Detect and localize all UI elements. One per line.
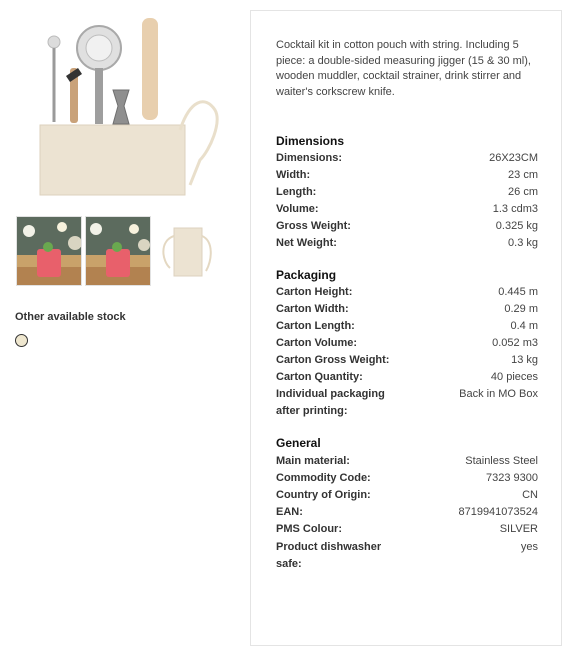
spec-value: Back in MO Box	[459, 388, 538, 400]
spec-label: Gross Weight:	[276, 220, 351, 232]
spec-value: 0.052 m3	[492, 337, 538, 349]
spec-value: 0.29 m	[504, 303, 538, 315]
spec-label: Carton Gross Weight:	[276, 354, 390, 366]
other-stock-title: Other available stock	[15, 311, 126, 323]
spec-value: 7323 9300	[486, 472, 538, 484]
spec-label: Commodity Code:	[276, 472, 371, 484]
spec-value: 1.3 cdm3	[492, 203, 538, 215]
product-gallery	[0, 0, 248, 668]
spec-value: SILVER	[499, 523, 538, 535]
spec-label: Main material:	[276, 455, 350, 467]
spec-label: Volume:	[276, 203, 319, 215]
thumbnail-1[interactable]	[16, 216, 82, 286]
spec-value: 13 kg	[511, 354, 538, 366]
thumbnail-2[interactable]	[85, 216, 151, 286]
product-description: Cocktail kit in cotton pouch with string. Including 5 piece: a double-sided measuring jigger (15 & 30 ml), wooden muddler, cocktail strainer, drink stirrer and waiter's corkscrew knife.	[276, 39, 531, 98]
spec-label: Net Weight:	[276, 237, 337, 249]
spec-label: Carton Volume:	[276, 337, 358, 349]
spec-label: Carton Length:	[276, 320, 355, 332]
spec-value: 0.4 m	[510, 320, 538, 332]
spec-value: 8719941073524	[458, 506, 538, 518]
spec-value: yes	[520, 541, 538, 553]
spec-value: 0.445 m	[498, 286, 538, 298]
section-title-packaging: Packaging	[276, 268, 337, 282]
stock-color-swatch[interactable]	[15, 334, 28, 347]
spec-value: 0.3 kg	[508, 237, 538, 249]
spec-label: Individual packaging after printing:	[276, 388, 385, 417]
spec-label: Width:	[276, 169, 311, 181]
spec-value: CN	[522, 489, 538, 501]
spec-value: 23 cm	[508, 169, 538, 181]
section-title-dimensions: Dimensions	[276, 134, 345, 148]
spec-label: Carton Width:	[276, 303, 349, 315]
product-details-panel	[250, 10, 562, 646]
spec-label: PMS Colour:	[276, 523, 342, 535]
spec-label: Country of Origin:	[276, 489, 371, 501]
spec-value: 26X23CM	[489, 152, 538, 164]
main-product-image	[30, 10, 230, 205]
spec-label: Dimensions:	[276, 152, 343, 164]
spec-value: Stainless Steel	[465, 455, 538, 467]
spec-label: Carton Height:	[276, 286, 353, 298]
section-title-general: General	[276, 436, 321, 450]
spec-label: Length:	[276, 186, 317, 198]
spec-label: Carton Quantity:	[276, 371, 363, 383]
spec-value: 40 pieces	[490, 371, 538, 383]
spec-label: Product dishwasher safe:	[276, 541, 382, 570]
thumbnail-3[interactable]	[154, 216, 220, 286]
spec-label: EAN:	[276, 506, 303, 518]
spec-value: 26 cm	[508, 186, 538, 198]
spec-value: 0.325 kg	[495, 220, 538, 232]
